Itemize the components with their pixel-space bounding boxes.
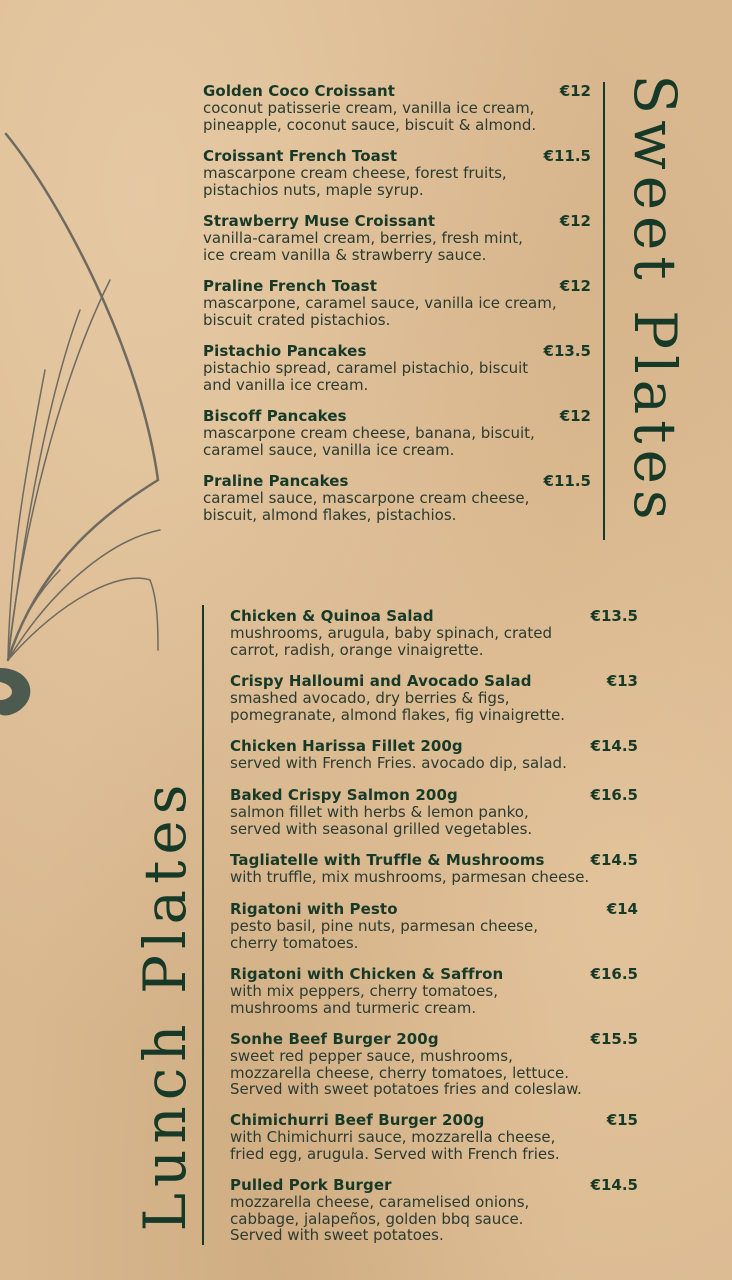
menu-item-price: €15 <box>606 1111 638 1129</box>
menu-item-header <box>230 672 638 690</box>
menu-item <box>230 607 638 658</box>
menu-item <box>230 1176 638 1244</box>
menu-item <box>230 737 638 772</box>
menu-item-description: fried egg, arugula. Served with French fries. <box>230 1144 560 1163</box>
menu-item-name: Tagliatelle with Truffle & Mushrooms <box>230 851 545 869</box>
menu-item-header <box>203 82 591 100</box>
menu-item-description: served with seasonal grilled vegetables. <box>230 819 533 838</box>
menu-item-name: Rigatoni with Pesto <box>230 900 398 918</box>
sweet-divider <box>603 82 605 540</box>
menu-item-header <box>230 1030 638 1048</box>
menu-item-header <box>203 147 591 165</box>
menu-item-price: €12 <box>559 212 591 230</box>
menu-item-description: cherry tomatoes. <box>230 933 359 952</box>
menu-item <box>230 1030 638 1098</box>
menu-item-description: biscuit, almond flakes, pistachios. <box>203 505 457 524</box>
menu-item-name: Sonhe Beef Burger 200g <box>230 1030 439 1048</box>
menu-item-price: €14.5 <box>590 1176 638 1194</box>
menu-item <box>203 147 591 198</box>
sweet-section-title: Sweet Plates <box>621 74 689 526</box>
menu-item-name: Rigatoni with Chicken & Saffron <box>230 965 504 983</box>
menu-item-description: sweet red pepper sauce, mushrooms, <box>230 1047 513 1065</box>
menu-item <box>230 900 638 951</box>
menu-item-name: Biscoff Pancakes <box>203 407 347 425</box>
menu-item-description: mascarpone, caramel sauce, vanilla ice cream, <box>203 294 557 312</box>
menu-item-name: Golden Coco Croissant <box>203 82 396 100</box>
menu-item-description: pistachio spread, caramel pistachio, biscuit <box>203 359 529 377</box>
menu-item-price: €12 <box>559 82 591 100</box>
menu-item-description: mozzarella cheese, cherry tomatoes, lettuce. <box>230 1063 569 1082</box>
menu-item-header <box>230 1176 638 1194</box>
menu-item-description: salmon fillet with herbs & lemon panko, <box>230 803 529 821</box>
menu-item-description: caramel sauce, vanilla ice cream. <box>203 440 455 459</box>
menu-item-description: mushrooms and turmeric cream. <box>230 998 477 1017</box>
menu-item <box>203 82 591 133</box>
menu-item-description: with Chimichurri sauce, mozzarella cheese, <box>230 1128 556 1146</box>
menu-item-description: mushrooms, arugula, baby spinach, crated <box>230 624 552 642</box>
menu-item <box>230 965 638 1016</box>
menu-item <box>203 342 591 393</box>
menu-item-price: €12 <box>559 407 591 425</box>
menu-item-header <box>230 737 638 755</box>
menu-item-name: Chicken & Quinoa Salad <box>230 607 434 625</box>
menu-item-description: mascarpone cream cheese, banana, biscuit, <box>203 424 535 442</box>
menu-item-description: pistachios nuts, maple syrup. <box>203 180 424 199</box>
lunch-divider <box>202 605 204 1245</box>
menu-item-price: €14.5 <box>590 737 638 755</box>
menu-item-description: served with French Fries. avocado dip, salad. <box>230 754 567 772</box>
menu-item-description: pesto basil, pine nuts, parmesan cheese, <box>230 917 538 935</box>
menu-item <box>203 472 591 523</box>
menu-item-price: €11.5 <box>543 472 591 490</box>
leaf-illustration <box>0 120 175 740</box>
menu-item-name: Croissant French Toast <box>203 147 398 165</box>
menu-item-description: smashed avocado, dry berries & figs, <box>230 689 510 707</box>
menu-item <box>203 212 591 263</box>
menu-item-description: ice cream vanilla & strawberry sauce. <box>203 245 487 264</box>
menu-item <box>230 786 638 837</box>
menu-item-price: €11.5 <box>543 147 591 165</box>
menu-item-price: €13.5 <box>543 342 591 360</box>
menu-item-description: with truffle, mix mushrooms, parmesan cheese. <box>230 868 590 886</box>
menu-item-price: €13.5 <box>590 607 638 625</box>
menu-item-header <box>230 900 638 918</box>
menu-item-header <box>230 965 638 983</box>
menu-item-description: with mix peppers, cherry tomatoes, <box>230 982 498 1000</box>
menu-item-header <box>203 472 591 490</box>
menu-item-price: €15.5 <box>590 1030 638 1048</box>
menu-item-description: mozzarella cheese, caramelised onions, <box>230 1193 530 1211</box>
menu-item-description: vanilla-caramel cream, berries, fresh mint, <box>203 229 523 247</box>
menu-item-price: €16.5 <box>590 965 638 983</box>
menu-item-description: pineapple, coconut sauce, biscuit & almond. <box>203 115 537 134</box>
menu-item-name: Pulled Pork Burger <box>230 1176 392 1194</box>
menu-item-header <box>230 1111 638 1129</box>
menu-item <box>230 851 638 886</box>
lunch-section-title: Lunch Plates <box>131 778 199 1232</box>
menu-item-header <box>230 607 638 625</box>
menu-item-name: Crispy Halloumi and Avocado Salad <box>230 672 532 690</box>
menu-item-header <box>203 212 591 230</box>
menu-item-description: Served with sweet potatoes fries and coleslaw. <box>230 1080 582 1098</box>
menu-item-name: Praline French Toast <box>203 277 377 295</box>
menu-item-price: €12 <box>559 277 591 295</box>
menu-item-price: €16.5 <box>590 786 638 804</box>
menu-item <box>203 277 591 328</box>
menu-item-name: Strawberry Muse Croissant <box>203 212 436 230</box>
menu-item-price: €14 <box>606 900 638 918</box>
menu-item-description: carrot, radish, orange vinaigrette. <box>230 640 484 659</box>
menu-item-description: cabbage, jalapeños, golden bbq sauce. <box>230 1209 524 1228</box>
menu-item <box>230 1111 638 1162</box>
menu-item <box>203 407 591 458</box>
menu-item-header <box>230 786 638 804</box>
menu-item-name: Praline Pancakes <box>203 472 349 490</box>
menu-item-description: Served with sweet potatoes. <box>230 1226 444 1244</box>
menu-item-name: Pistachio Pancakes <box>203 342 367 360</box>
menu-item-header <box>230 851 638 869</box>
menu-item-description: mascarpone cream cheese, forest fruits, <box>203 164 507 182</box>
menu-item-name: Chimichurri Beef Burger 200g <box>230 1111 485 1129</box>
menu-item-header <box>203 342 591 360</box>
menu-item-name: Chicken Harissa Fillet 200g <box>230 737 463 755</box>
menu-item-price: €14.5 <box>590 851 638 869</box>
menu-item-description: and vanilla ice cream. <box>203 375 369 394</box>
menu-item <box>230 672 638 723</box>
menu-item-price: €13 <box>606 672 638 690</box>
menu-item-description: caramel sauce, mascarpone cream cheese, <box>203 489 530 507</box>
menu-item-description: coconut patisserie cream, vanilla ice cream, <box>203 99 535 117</box>
menu-item-header <box>203 407 591 425</box>
menu-item-name: Baked Crispy Salmon 200g <box>230 786 458 804</box>
menu-item-description: pomegranate, almond flakes, fig vinaigrette. <box>230 705 566 724</box>
menu-item-description: biscuit crated pistachios. <box>203 310 391 329</box>
menu-item-header <box>203 277 591 295</box>
